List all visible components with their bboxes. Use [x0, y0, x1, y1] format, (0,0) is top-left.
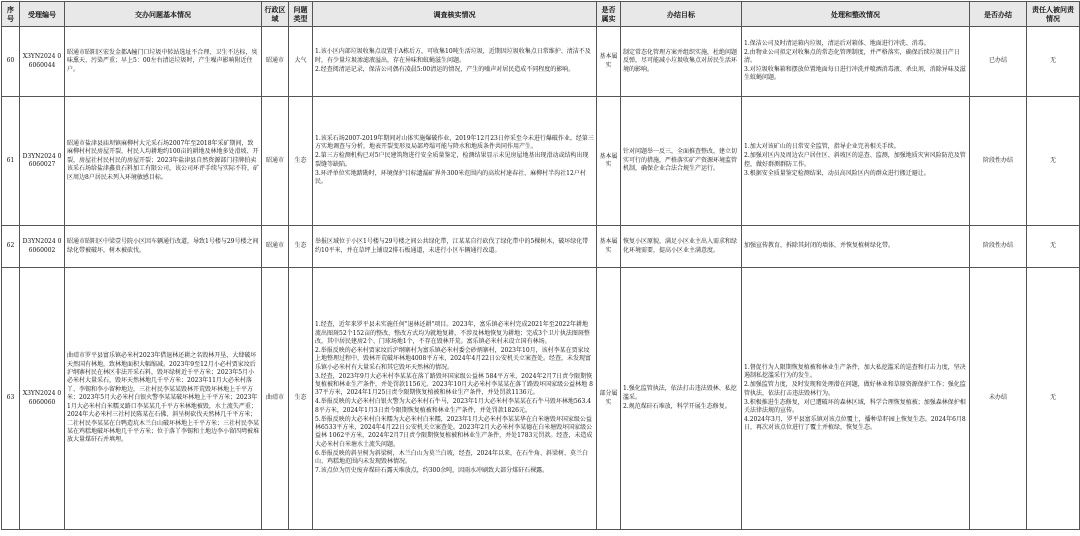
- cell-verified: 基本属实: [597, 226, 621, 268]
- cell-accept-no: D3YN2024 06060027: [20, 97, 65, 226]
- cell-goal: 恢复小区原貌，满足小区业主出入需求和绿化环境需要，提高小区业主满意度。: [621, 226, 742, 268]
- cell-complaint: 昭通市昭阳区宏发金都A幢门口垃圾中转站选址不合理、卫生不达标，臭味熏天、污染严重；早上5：00左右清运垃圾时，产生噪声影响附近住户。: [65, 27, 262, 97]
- header-handling: 处理和整改情况: [742, 2, 970, 27]
- cell-closed: 未办结: [970, 268, 1027, 530]
- cell-accountability: 无: [1027, 27, 1080, 97]
- cell-region: 昭通市: [262, 27, 289, 97]
- table-row: [2, 268, 1080, 530]
- handling-report-table: [1, 1, 1080, 530]
- cell-region: 昭通市: [262, 226, 289, 268]
- cell-accept-no: X3YN2024 06060060: [20, 268, 65, 530]
- header-closed: 是否办结: [970, 2, 1027, 27]
- cell-closed: 已办结: [970, 27, 1027, 97]
- cell-handling: 1.保洁公司及时清运箱内垃圾，清运后对箱体、地面进行冲洗、消毒。 2.由物业公司拟定对收集点的常态化管理制度，并严格落实，确保后续垃圾日产日清。 3.对垃圾收集箱和摆放位置地面每日进行冲洗并喷洒消毒液、杀虫剂，消除异味及滋生蚊蝇问题。: [742, 27, 970, 97]
- cell-handling: 1.督促行为人限期恢复植被和林业生产条件，加大私挖滥采的巡查和打击力度，坚决遏制私挖滥采行为的发生。 2.加强监管力度，及时发现和处理潜在问题，做好林业和草原资源保护工作；强化监管执法，依法打击违法毁林行为。 3.积极推进生态修复，对已遭破坏的森林区域，科学合理恢复植被；加强森林保护相关法律法规的宣传。 4.2024年3月，罗平县富乐镇对该点位覆土，播种草籽园上恢复生态。2024年6月8日，再次对该点位进行了覆土并植绿，恢复生态。: [742, 268, 970, 530]
- cell-handling: 加强宣传教育，拆除其封闭的墙体，并恢复植树绿化带。: [742, 226, 970, 268]
- header-complaint: 交办问题基本情况: [65, 2, 262, 27]
- cell-investigation: 1.该采石场2007-2019年期间对山体实施爆破作业，2019年12月23日停采至今未进行爆破作业。经第三方实地调查与分析，地表开裂变形及局部垮塌可能与降水和地质条件共同作用产生。 2.第三方检测机构已对5户民建筑物进行安全质量鉴定，检测结果显示未见房屋地基出现滑动或结构出现裂缝等缺陷。 3.环评单位实地踏勘时，环境保护目标遗漏矿界外300米范围内的高坎村達春社、麻柳村半沟社12户村民。: [313, 97, 597, 226]
- cell-complaint: 昭通市盐津县庙坝镇麻柳村大元采石场2007年至2018年采矿期间，致麻柳村村民房屋开裂，村民人均耕地约100亩的耕地及林地多处滑坡、开裂，房屋社村民村民的房屋开裂；2023年盐津县自然资源部门挂牌拍卖该采石场给盐津鑫贵石料加工有限公司，该公司环评手续与实际不符，矿区周边8户居民未列入环境敏感目标。: [65, 97, 262, 226]
- header-verified: 是否属实: [597, 2, 621, 27]
- cell-goal: 1.强化监管执法，依法打击违法毁林、私挖滥采。 2.规范煤矸石堆放，科学开展生态修复。: [621, 268, 742, 530]
- header-investigation: 调查核实情况: [313, 2, 597, 27]
- cell-type: 生态: [289, 268, 313, 530]
- cell-seq: 61: [2, 97, 20, 226]
- cell-type: 生态: [289, 226, 313, 268]
- header-accountability: 责任人被问责情况: [1027, 2, 1080, 27]
- cell-goal: 针对问题举一反三，全面推查整改，建立切实可行的措施，严格落实矿产资源环境监管机制，确保企业合法合规生产运行。: [621, 97, 742, 226]
- cell-handling: 1.加大对该矿山的日常安全监管，指导企业完善相关手续。 2.加强对区内及周边农户居住区、斜坡区的巡查、监测，加强地质灾害风险防范及管控，做好群测群防工作。 3.根据安全质量鉴定检测结果，动员高风险区内的群众进行搬迁避让。: [742, 97, 970, 226]
- header-seq: 序号: [2, 2, 20, 27]
- cell-closed: 阶段性办结: [970, 226, 1027, 268]
- cell-type: 生态: [289, 97, 313, 226]
- cell-accountability: 无: [1027, 226, 1080, 268]
- cell-complaint: 昭通市昭阳区中梁壹号院小区因车辆通行改道，导致1号楼与29号楼之间绿化带被破坏，树木被砍伐。: [65, 226, 262, 268]
- cell-seq: 60: [2, 27, 20, 97]
- cell-accept-no: D3YN2024 06060002: [20, 226, 65, 268]
- cell-type: 大气: [289, 27, 313, 97]
- cell-seq: 63: [2, 268, 20, 530]
- cell-investigation: 举报区域位于小区1号楼与29号楼之间公共绿化带，江某某自行砍伐了绿化带中的5棵树木，破坏绿化带约10平米，并在草坪上铺设2排石板通道，未进行小区车辆通行改道。: [313, 226, 597, 268]
- header-type: 问题类型: [289, 2, 313, 27]
- table-row: [2, 97, 1080, 226]
- cell-seq: 62: [2, 226, 20, 268]
- cell-closed: 阶段性办结: [970, 97, 1027, 226]
- cell-region: 昭通市: [262, 97, 289, 226]
- header-row: [2, 2, 1080, 27]
- cell-investigation: 1.经查，近年来罗平县未实施任何"退林还耕"项目。2023年，富乐镇必米村完成2021年至2022年耕地流出图斑52个152亩的整改，整改方式均为就地复耕，不涉及林地恢复为耕地；完成3个卫片执法图斑整改，其中居民建房2个、门球场地1个，不存在毁林开荒。富乐镇必米村未设立国有林场。 2.举报反映的必米村贾家坟后沪纲寨村为富乐镇必米村委会砂炳寨村，2023年10月，该村李某在贾家坟上地整理过程中，毁林开荒破坏林地4008平方米，2024年4月22日公安机关立案查处。经查，未发现富乐镇小必米村有大量采石和其它毁坏天然林的情况。 3.经查，2023年9月大必米村李某某在落丫路毁坏国家级公益林 584平方米，2024年2月7日责令限期恢复植被和林业生产条件，并处罚款1156元。2023年10月大必米村李某某在落丫路毁坏国家级公益林地 837平方米，2024年1月25日责令限期恢复植被和林业生产条件，并处罚款1136元。 4.举报反映的大必米村白银火警为大必米村石牛马，2023年1月大必米村李某某在石牛马毁坏林地563.48平方米，2024年1月3日责令限期恢复植被和林业生产条件，并处罚款1826元。 5.举报反映的大必米村白米糯为大必米村白米糯，2023年1月大必米村李某某华在白米塘毁坏国家级公益林6533平方米，2024年4月22日公安机关立案查处。2023年2月大必米村李某德在白米塘毁坏国家级公益林 1062平方米，2024年2月7日责令限期恢复植被和林业生产条件，并处1783元罚款。经查，未造成大必米村白米塘水土流失问题。 6.举报反映的斜呈树为斜梁树，木兰白山为莫兰白坡，经查，2024年以来，在石牛角、斜梁树、莫兰白山、鸡糕地范围内未发现毁林情况。 7.该点位为历史废弃煤矸石露天堆放点，约300余吨，因雨水冲刷致大部分煤矸石裸露。: [313, 268, 597, 530]
- cell-verified: 基本属实: [597, 97, 621, 226]
- cell-verified: 基本属实: [597, 27, 621, 97]
- cell-accept-no: X3YN2024 06060044: [20, 27, 65, 97]
- table-row: [2, 27, 1080, 97]
- cell-accountability: 无: [1027, 97, 1080, 226]
- header-region: 行政区域: [262, 2, 289, 27]
- cell-investigation: 1.该小区内部垃圾收集点设置于A栋后方，可收集10吨生活垃圾，近期因垃圾收集点日常维护、清洁不及时，有少量垃圾渗滤液溢出，存在异味和蚊蝇滋生问题。 2.经查阅清运记录，保洁公司偶有凌晨5:00清运的情况，产生的噪声对居民造成不同程度的影响。: [313, 27, 597, 97]
- table-row: [2, 226, 1080, 268]
- cell-verified: 部分属实: [597, 268, 621, 530]
- header-goal: 办结目标: [621, 2, 742, 27]
- cell-complaint: 曲靖市罗平县富乐镇必米村2023年借退林还耕之名毁林开垦，大肆破坏天然国有林地，致林地面积大幅缩减。2023年9至12月小必村贾家坟后沪纲寨村民在林区非法开采石料，毁坏绿树近千平方米；2023年5月小必米村大量采石，毁坏天然林地几千平方米；2023年11月大必米村落丫、李锡和李小留种地边，三社村民李某某毁林开荒毁坏林地上千平方米；2023年5月大必米村白银火警李某某破坏林地上千平方米；2023年1月大必米村白米糯叉路口李某某几千平方米林地被毁，水土流失严重；2024年大必米村三社村民陈某在石佛、斜呈树砍伐天然林几千平方米；二社村民李某某在白鸭造坑木兰白山破坏林地上千平方米；三社村民李某某在鸡糕地破坏林地几千平方米；位于落丫李锡和土地边李小留四塆被堆放大量煤矸石并填埋。: [65, 268, 262, 530]
- header-accept-no: 受理编号: [20, 2, 65, 27]
- cell-goal: 制定常态化管理方案并组织实施，杜绝问题反弹，尽可能减小垃圾收集点对居民生活环境的影响。: [621, 27, 742, 97]
- cell-region: 曲靖市: [262, 268, 289, 530]
- cell-accountability: 无: [1027, 268, 1080, 530]
